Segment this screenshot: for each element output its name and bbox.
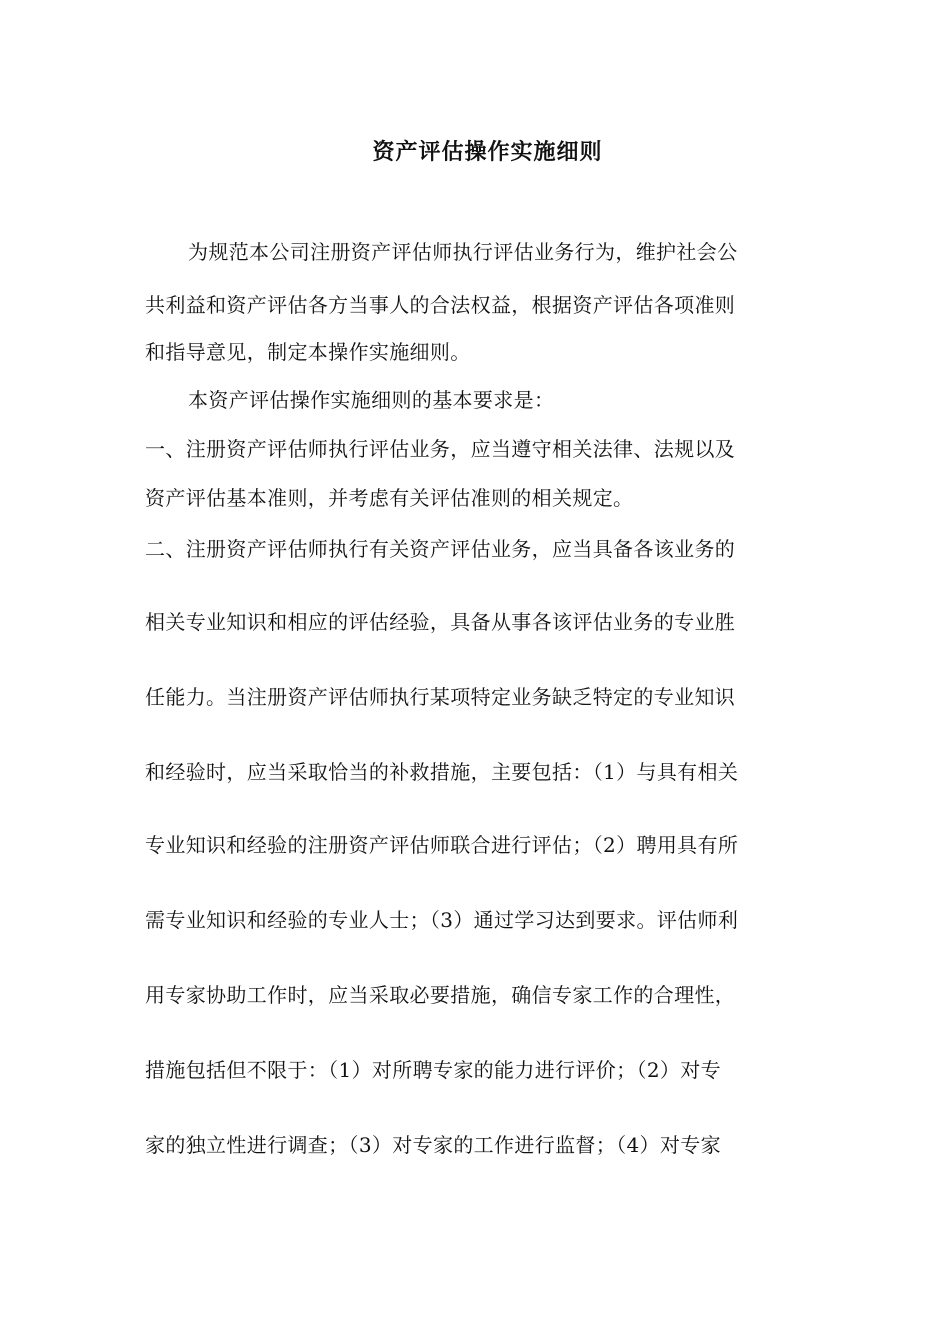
paragraph-line: 专业知识和经验的注册资产评估师联合进行评估；（2）聘用具有所 bbox=[145, 833, 739, 857]
document-title: 资产评估操作实施细则 bbox=[372, 139, 603, 165]
paragraph-line: 本资产评估操作实施细则的基本要求是： bbox=[188, 388, 555, 412]
paragraph-line: 相关专业知识和相应的评估经验，具备从事各该评估业务的专业胜 bbox=[145, 610, 736, 634]
paragraph-line: 资产评估基本准则，并考虑有关评估准则的相关规定。 bbox=[145, 486, 634, 510]
paragraph-line: 一、注册资产评估师执行评估业务，应当遵守相关法律、法规以及 bbox=[145, 437, 736, 461]
paragraph-line: 共利益和资产评估各方当事人的合法权益，根据资产评估各项准则 bbox=[145, 293, 736, 317]
paragraph-line: 和指导意见，制定本操作实施细则。 bbox=[145, 340, 471, 364]
paragraph-line: 家的独立性进行调查；（3）对专家的工作进行监督；（4）对专家 bbox=[145, 1133, 721, 1157]
paragraph-line: 为规范本公司注册资产评估师执行评估业务行为，维护社会公 bbox=[188, 240, 738, 264]
paragraph-line: 和经验时，应当采取恰当的补救措施，主要包括：（1）与具有相关 bbox=[145, 760, 739, 784]
paragraph-line: 二、注册资产评估师执行有关资产评估业务，应当具备各该业务的 bbox=[145, 537, 736, 561]
paragraph-line: 措施包括但不限于：（1）对所聘专家的能力进行评价；（2）对专 bbox=[145, 1058, 721, 1082]
paragraph-line: 任能力。当注册资产评估师执行某项特定业务缺乏特定的专业知识 bbox=[145, 685, 736, 709]
paragraph-line: 用专家协助工作时，应当采取必要措施，确信专家工作的合理性， bbox=[145, 983, 736, 1007]
paragraph-line: 需专业知识和经验的专业人士；（3）通过学习达到要求。评估师利 bbox=[145, 908, 739, 932]
